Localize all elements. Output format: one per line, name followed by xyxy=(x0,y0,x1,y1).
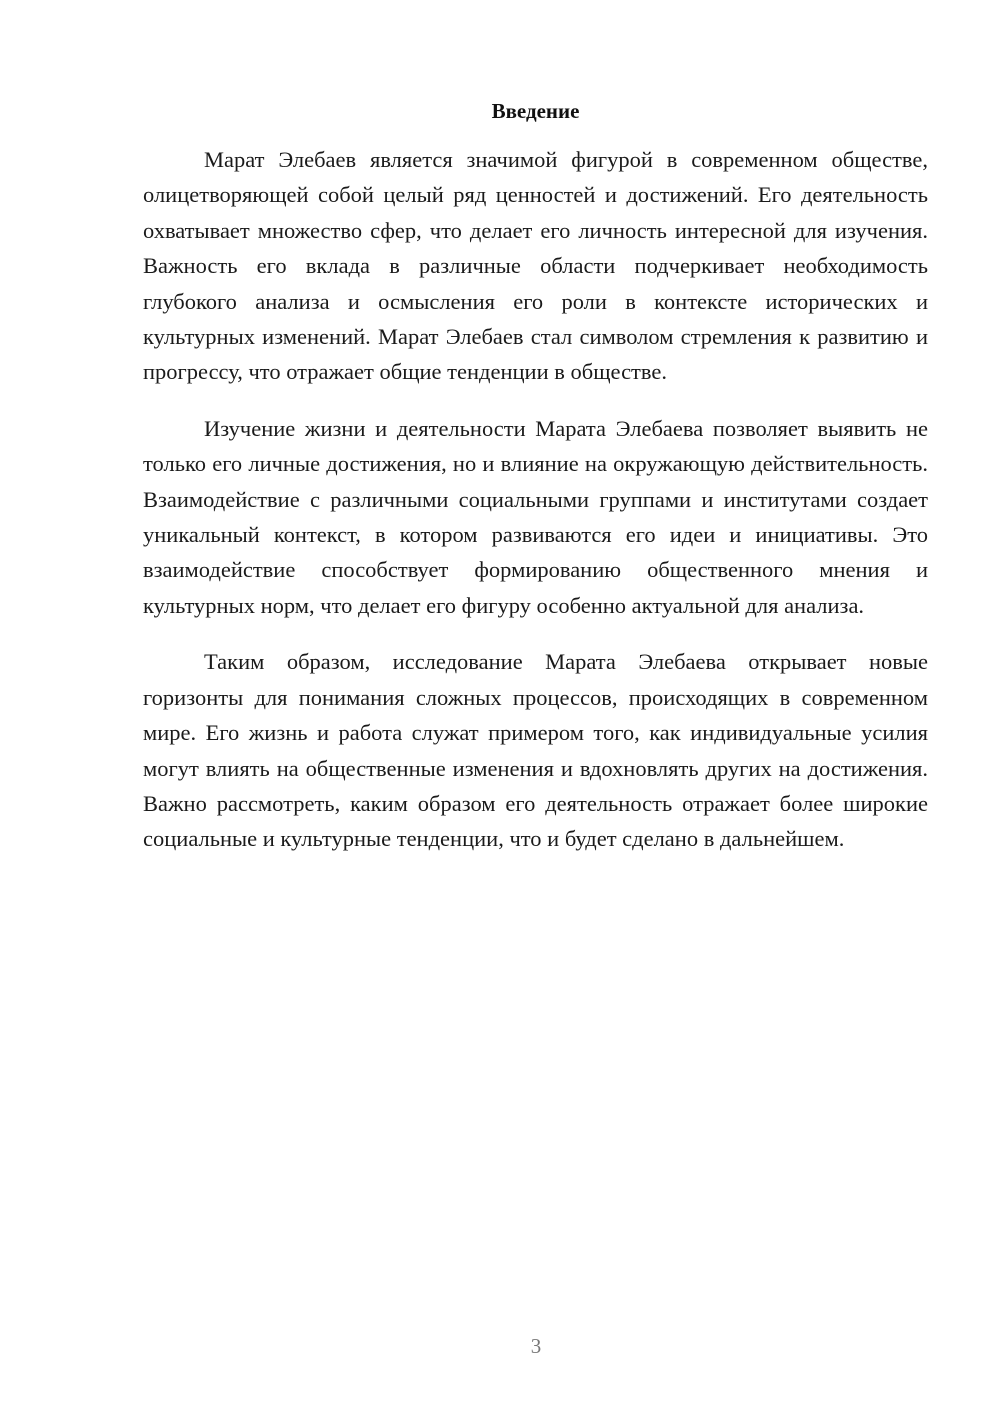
paragraph-3: Таким образом, исследование Марата Элебаева открывает новые горизонты для понимания сложных процессов, происходящих в современном мире. Его жизнь и работа служат примером того, как индивидуальные усилия могут влиять на общественные изменения и вдохновлять других на достижения. Важно рассмотреть, каким образом его деятельность отражает более широкие социальные и культурные тенденции, что и будет сделано в дальнейшем. xyxy=(143,649,928,852)
paragraph-2: Изучение жизни и деятельности Марата Элебаева позволяет выявить не только его личные достижения, но и влияние на окружающую действительность. Взаимодействие с различными социальными группами и институтами создает уникальный контекст, в котором развиваются его идеи и инициативы. Это взаимодействие способствует формированию общественного мнения и культурных норм, что делает его фигуру особенно актуальной для анализа. xyxy=(143,415,928,618)
page-number: 3 xyxy=(530,1334,542,1358)
section-heading: Введение xyxy=(491,99,580,123)
page-content xyxy=(143,96,928,878)
paragraph-1: Марат Элебаев является значимой фигурой в современном обществе, олицетворяющей собой целый ряд ценностей и достижений. Его деятельность охватывает множество сфер, что делает его личность интересной для изучения. Важность его вклада в различные области подчеркивает необходимость глубокого анализа и осмысления его роли в контексте исторических и культурных изменений. Марат Элебаев стал символом стремления к развитию и прогрессу, что отражает общие тенденции в обществе. xyxy=(143,147,928,385)
